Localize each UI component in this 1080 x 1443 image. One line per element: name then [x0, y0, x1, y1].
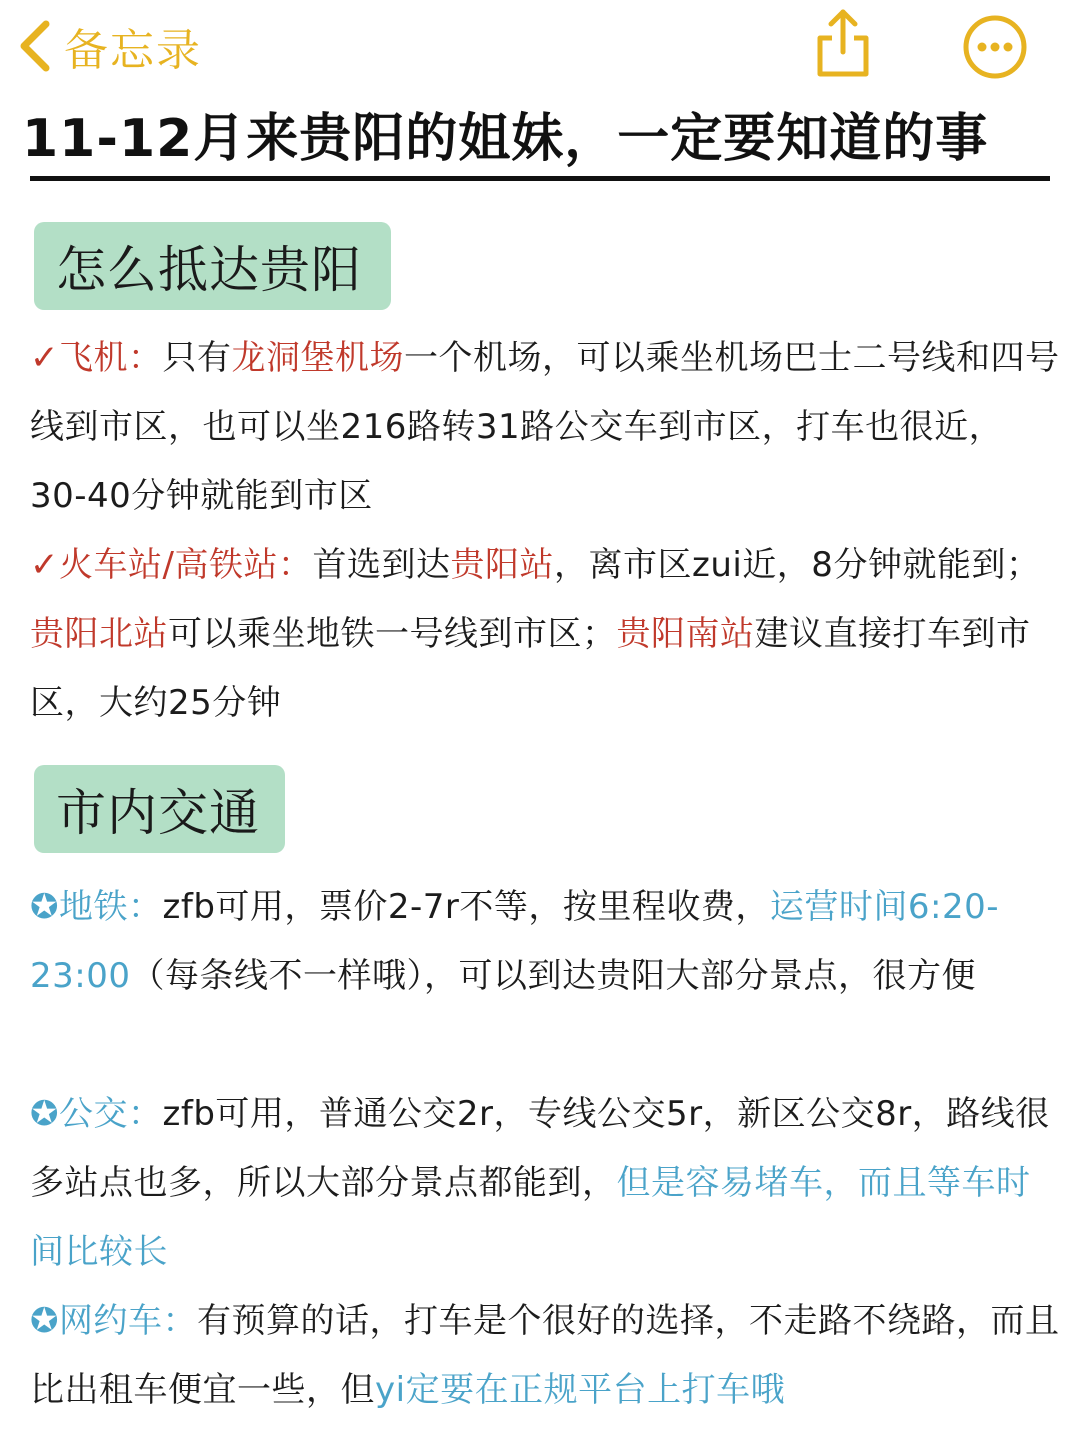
title-divider	[30, 176, 1050, 181]
share-icon	[812, 65, 874, 84]
highlight-text: 运营时间6:20-23:00	[30, 887, 1000, 996]
highlight-text: yi定要在正规平台上打车哦	[375, 1370, 786, 1410]
paragraph-ride-hailing	[30, 1287, 1060, 1425]
back-button[interactable]	[14, 14, 202, 78]
check-mark: ✓	[30, 545, 59, 585]
paragraph-train	[30, 531, 1060, 738]
paragraph-label: 飞机：	[59, 338, 163, 378]
paragraph-metro	[30, 873, 1060, 1011]
star-bullet-icon: ✪	[30, 887, 59, 927]
highlight-text: 贵阳南站	[616, 614, 755, 654]
paragraph-label: 网约车：	[59, 1301, 197, 1341]
note-title: 11-12月来贵阳的姐妹，一定要知道的事	[22, 109, 989, 169]
share-button[interactable]	[812, 6, 874, 80]
highlight-text: 但是容易堵车，而且等车时间比较长	[30, 1163, 1031, 1272]
more-button[interactable]	[962, 14, 1028, 80]
chevron-left-icon	[14, 18, 54, 74]
paragraph-text: zfb可用，票价2-7r不等，按里程收费，	[162, 887, 770, 927]
paragraph-text: ，离市区zui近，8分钟就能到；	[553, 545, 1041, 585]
paragraph-text: 只有	[162, 338, 232, 378]
paragraph-text: zfb可用，普通公交2r，专线公交5r，新区公交8r，路线很多站点也多，所以大部分景点都能到，	[30, 1094, 1050, 1203]
paragraph-airplane	[30, 324, 1060, 531]
more-icon	[962, 65, 1028, 84]
highlight-text: 贵阳北站	[30, 614, 168, 654]
paragraph-text: 一个机场，可以乘坐机场巴士二号线和四号线到市区，也可以坐216路转31路公交车到市区，打车也很近，30-40分钟就能到市区	[30, 338, 1060, 516]
star-bullet-icon: ✪	[30, 1094, 59, 1134]
section-heading-arrival: 怎么抵达贵阳	[34, 222, 391, 310]
paragraph-text: 建议直接打车到市区，大约25分钟	[30, 614, 1031, 723]
paragraph-text: 可以乘坐地铁一号线到市区；	[168, 614, 617, 654]
star-bullet-icon: ✪	[30, 1301, 59, 1341]
paragraph-label: 火车站/高铁站：	[59, 545, 313, 585]
paragraph-text: 有预算的话，打车是个很好的选择，不走路不绕路，而且比出租车便宜一些，但	[30, 1301, 1060, 1410]
section-heading-city-transport: 市内交通	[34, 765, 285, 853]
paragraph-text: 首选到达	[312, 545, 451, 585]
paragraph-text: （每条线不一样哦），可以到达贵阳大部分景点，很方便	[130, 956, 976, 996]
paragraph-label: 地铁：	[59, 887, 163, 927]
navigation-bar	[0, 0, 1080, 92]
highlight-text: 贵阳站	[450, 545, 554, 585]
highlight-text: 龙洞堡机场	[231, 338, 404, 378]
paragraph-label: 公交：	[59, 1094, 163, 1134]
check-mark: ✓	[30, 338, 59, 378]
paragraph-bus	[30, 1080, 1060, 1287]
back-label: 备忘录	[64, 25, 202, 76]
